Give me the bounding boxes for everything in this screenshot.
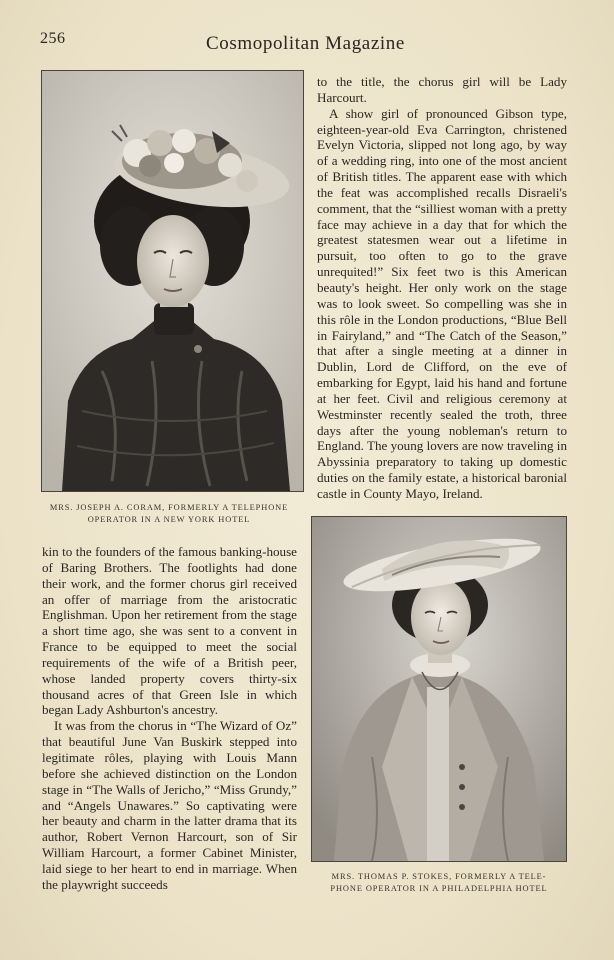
article-text-right-column (317, 74, 567, 502)
paragraph: kin to the founders of the famous banking-house of Baring Brothers. The footlights had done their work, and the former chorus girl received an offer of marriage from the aristocratic Englishman. Upon her retirement from the stage a short time ago, she was sent to a convent in France to be equipped to meet the social requirements of the wife of a British peer, whose landed property covers thirty-six thousand acres of that Green Isle in which began Lady Ashburton's ancestry. (42, 544, 297, 718)
caption-coram-line-1: MRS. JOSEPH A. CORAM, FORMERLY A TELEPHONE (49, 503, 289, 512)
caption-coram (34, 502, 304, 526)
caption-stokes-line-2: PHONE OPERATOR IN A PHILADELPHIA HOTEL (330, 884, 548, 893)
portrait-photo-coram (41, 70, 304, 492)
running-head-title: Cosmopolitan Magazine (206, 33, 405, 54)
portrait-photo-stokes (311, 516, 567, 862)
caption-stokes-line-1: MRS. THOMAS P. STOKES, FORMERLY A TELE- (331, 872, 547, 881)
paragraph: It was from the chorus in “The Wizard of Oz” that beautiful June Van Buskirk stepped into legitimate rôles, playing with Louis Mann before she achieved distinction on the London stage in “The Walls of Jericho,” “Miss Grundy,” and “Angels Unawares.” So captivating were her beauty and charm in the latter drama that its author, Robert Vernon Harcourt, son of Sir William Harcourt, a former Cabinet Minister, laid siege to her heart to end in marriage. When the playwright succeeds (42, 718, 297, 892)
paragraph: to the title, the chorus girl will be Lady Harcourt. (317, 74, 567, 105)
article-text-left-column (42, 544, 297, 893)
paragraph: A show girl of pronounced Gibson type, eighteen-year-old Eva Carrington, christened Evelyn Victoria, slipped not long ago, by way of a wedding ring, into one of the most ancient of British titles. The apparent ease with which the feat was accomplished recalls Disraeli's comment, that the “silliest woman with a pretty face may achieve in a day that for which the greatest statesmen wear out a lifetime in pursuit, too often to go to the grave unrequited!” Six feet two is this American beauty's height. Her only work on the stage was to look sweet. So compelling was she in this rôle in the London productions, “Blue Bell in Fairyland,” and “The Catch of the Season,” that after a single meeting at a dinner in Dublin, Lord de Clifford, on the eve of embarking for Egypt, laid his hand and fortune at her feet. Civil and religious ceremony at Westminster recently sealed the troth, three days after the young nobleman's return to England. The young lovers are now traveling in Abyssinia preparatory to taking up domestic duties on the family estate, a historical baronial castle in County Mayo, Ireland. (317, 105, 567, 501)
page-number: 256 (40, 30, 66, 47)
caption-stokes (306, 871, 572, 895)
caption-coram-line-2: OPERATOR IN A NEW YORK HOTEL (87, 515, 251, 524)
